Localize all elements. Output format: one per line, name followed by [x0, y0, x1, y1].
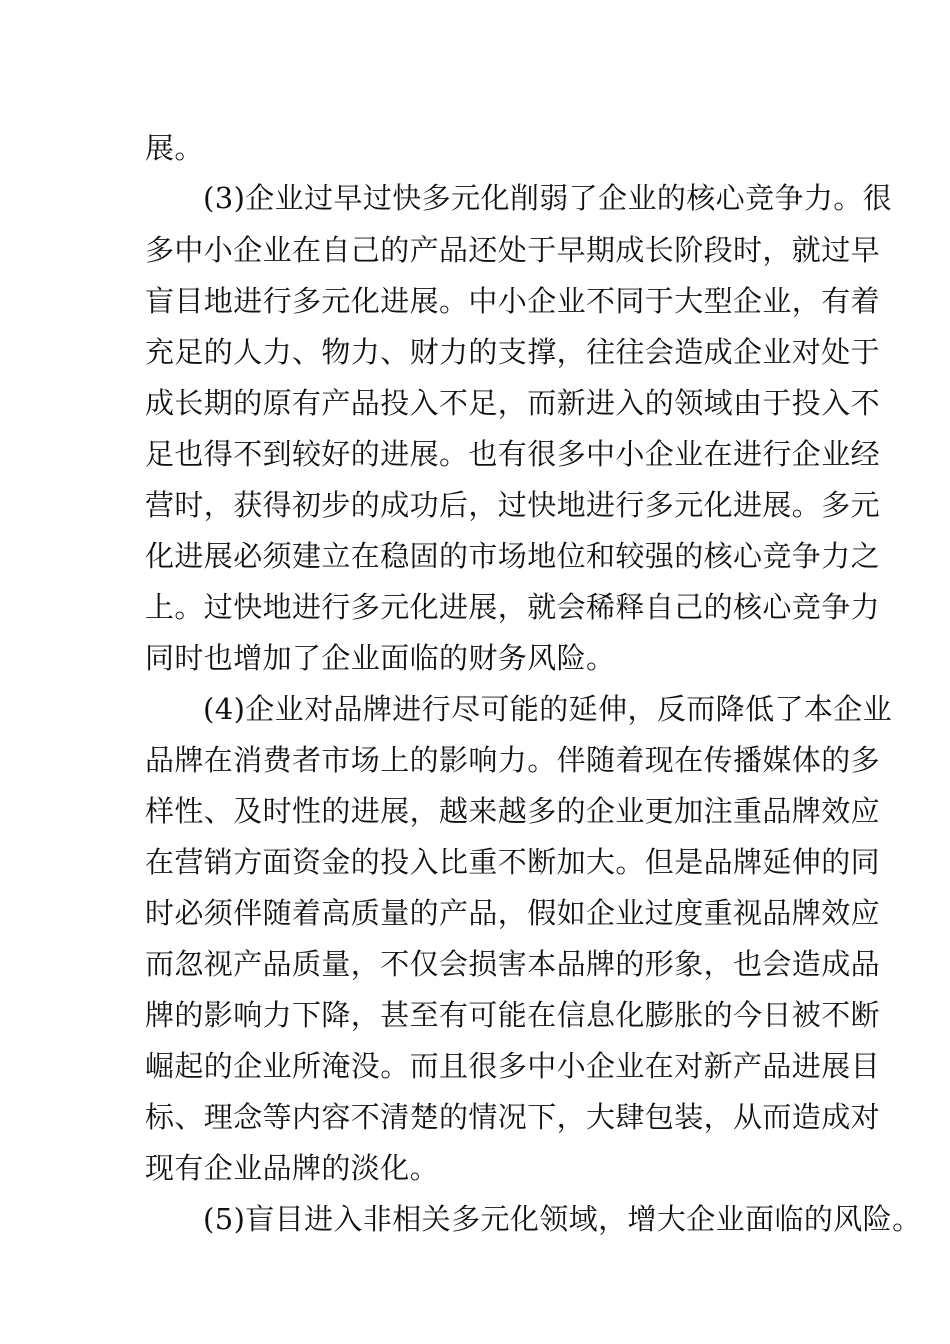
text-line: 盲目地进行多元化进展。中小企业不同于大型企业，有着 [145, 284, 881, 318]
text-line: 现有企业品牌的淡化。 [145, 1151, 440, 1185]
text-line: 足也得不到较好的进展。也有很多中小企业在进行企业经 [145, 437, 881, 471]
text-line: 成长期的原有产品投入不足，而新进入的领域由于投入不 [145, 386, 881, 420]
text-line: 样性、及时性的进展，越来越多的企业更加注重品牌效应 [145, 794, 881, 828]
text-line: 同时也增加了企业面临的财务风险。 [145, 641, 616, 675]
paragraph-3-first-line: (3)企业过早过快多元化削弱了企业的核心竞争力。很 [203, 181, 893, 215]
text-line: 多中小企业在自己的产品还处于早期成长阶段时，就过早 [145, 233, 881, 267]
paragraph-4-first-line: (4)企业对品牌进行尽可能的延伸，反而降低了本企业 [203, 692, 893, 726]
text-line: 而忽视产品质量，不仅会损害本品牌的形象，也会造成品 [145, 947, 881, 981]
paragraph-5-first-line: (5)盲目进入非相关多元化领域，增大企业面临的风险。 [203, 1202, 922, 1236]
text-line: 充足的人力、物力、财力的支撑，往往会造成企业对处于 [145, 335, 881, 369]
text-line: 展。 [145, 131, 204, 165]
text-line: 标、理念等内容不清楚的情况下，大肆包装，从而造成对 [145, 1100, 881, 1134]
text-line: 崛起的企业所淹没。而且很多中小企业在对新产品进展目 [145, 1049, 881, 1083]
text-line: 化进展必须建立在稳固的市场地位和较强的核心竞争力之 [145, 539, 881, 573]
text-line: 牌的影响力下降，甚至有可能在信息化膨胀的今日被不断 [145, 998, 881, 1032]
text-line: 时必须伴随着高质量的产品，假如企业过度重视品牌效应 [145, 896, 881, 930]
text-line: 营时，获得初步的成功后，过快地进行多元化进展。多元 [145, 488, 881, 522]
text-line: 品牌在消费者市场上的影响力。伴随着现在传播媒体的多 [145, 743, 881, 777]
text-line: 上。过快地进行多元化进展，就会稀释自己的核心竞争力 [145, 590, 881, 624]
text-line: 在营销方面资金的投入比重不断加大。但是品牌延伸的同 [145, 845, 881, 879]
